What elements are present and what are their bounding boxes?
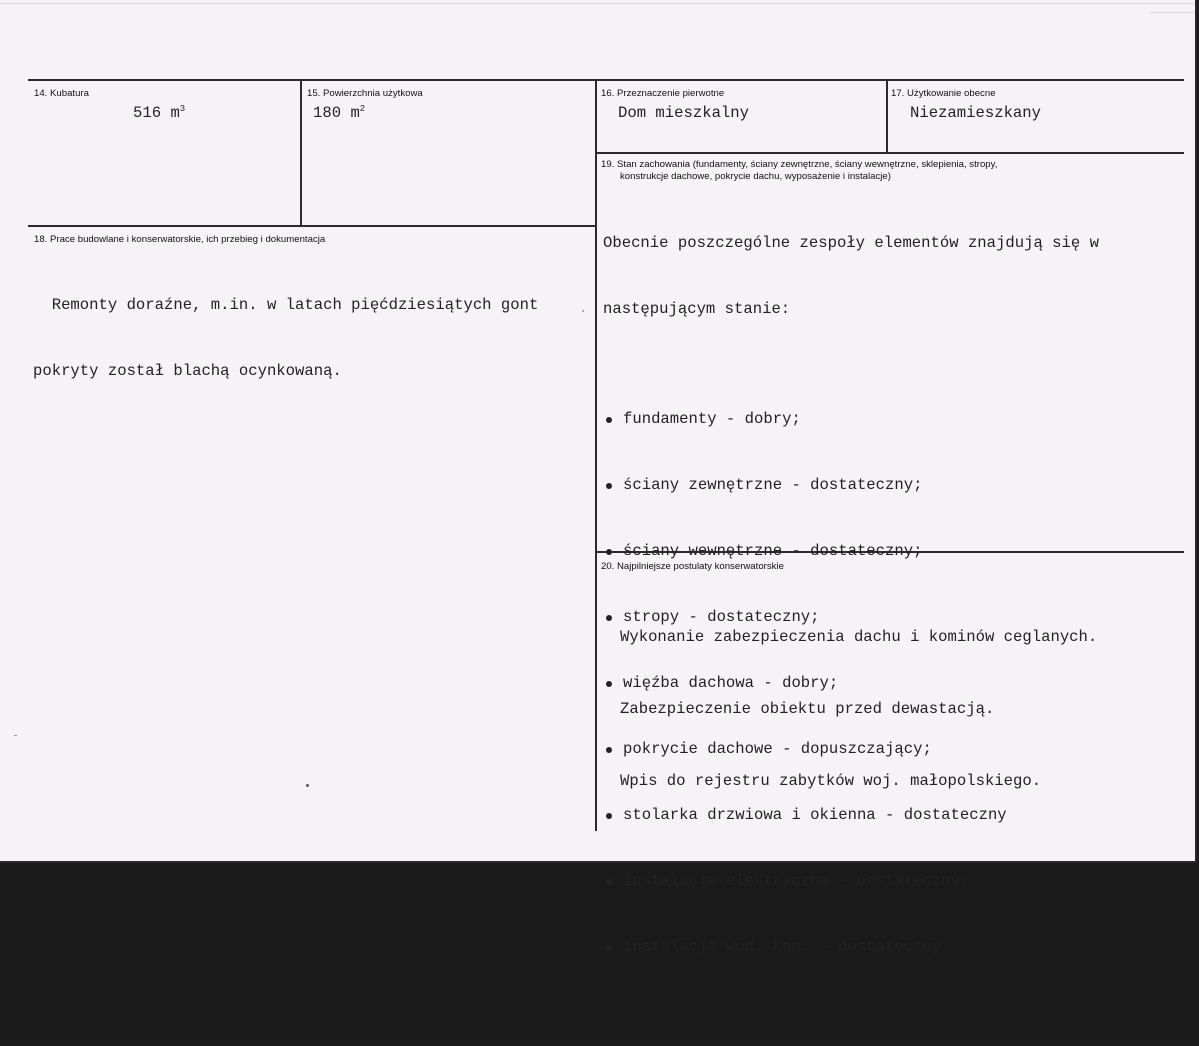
grid-divider-14-15 (300, 79, 302, 225)
grid-divider-16-17 (886, 79, 888, 153)
grid-rule-18 (28, 225, 596, 227)
postulaty-line: Wykonanie zabezpieczenia dachu i kominów ceglanych. (620, 628, 1098, 646)
prace-line: pokryty został blachą ocynkowaną. (33, 362, 342, 380)
przeznaczenie-label: 16. Przeznaczenie pierwotne (601, 88, 725, 99)
postulaty-text (620, 577, 1097, 841)
stan-item: fundamenty - dobry; (603, 408, 1099, 430)
stan-item: stropy - dostateczny; (603, 606, 1099, 628)
scan-edge-line (0, 3, 1195, 4)
grid-rule-19 (595, 152, 1184, 154)
scan-speck (582, 310, 584, 312)
powierzchnia-value: 180 $m^2$ (313, 104, 366, 122)
kubatura-label: 14. Kubatura (34, 88, 89, 99)
stan-item: więźba dachowa - dobry; (603, 672, 1099, 694)
scan-mark (1150, 12, 1195, 13)
prace-text (33, 250, 538, 426)
grid-center-divider (595, 79, 597, 831)
stan-intro-line: następującym stanie: (603, 300, 791, 318)
stan-item: instalacja elektryczna - dostateczny; (603, 870, 1099, 892)
scan-speck (14, 735, 17, 736)
grid-top-rule (28, 79, 1184, 81)
stan-label-line2: konstrukcje dachowe, pokrycie dachu, wyposażenie i instalacje) (620, 171, 891, 182)
przeznaczenie-value: Dom mieszkalny (618, 104, 750, 122)
powierzchnia-label: 15. Powierzchnia użytkowa (307, 88, 423, 99)
stan-item: ściany zewnętrzne - dostateczny; (603, 474, 1099, 496)
kubatura-value: 516 $m^3$ (133, 104, 186, 122)
postulaty-label: 20. Najpilniejsze postulaty konserwatorskie (601, 561, 784, 572)
stan-item: ściany wewnętrzne - dostateczny; (603, 540, 1099, 562)
stan-item: instalacja wod.-kan. - dostateczny (603, 936, 1099, 958)
uzytkowanie-value: Niezamieszkany (910, 104, 1042, 122)
stan-label-line1: 19. Stan zachowania (fundamenty, ściany zewnętrzne, ściany wewnętrzne, sklepienia, stropy, (601, 159, 998, 170)
scan-speck (306, 784, 309, 787)
prace-line: Remonty doraźne, m.in. w latach pięćdziesiątych gont (33, 296, 539, 314)
stan-item: stolarka drzwiowa i okienna - dostateczny (603, 804, 1099, 826)
postulaty-line: Zabezpieczenie obiektu przed dewastacją. (620, 700, 995, 718)
stan-intro-line: Obecnie poszczególne zespoły elementów znajdują się w (603, 234, 1099, 252)
stan-item: pokrycie dachowe - dopuszczający; (603, 738, 1099, 760)
uzytkowanie-label: 17. Użytkowanie obecne (891, 88, 996, 99)
postulaty-line: Wpis do rejestru zabytków woj. małopolskiego. (620, 772, 1042, 790)
prace-label: 18. Prace budowlane i konserwatorskie, ich przebieg i dokumentacja (34, 234, 326, 245)
